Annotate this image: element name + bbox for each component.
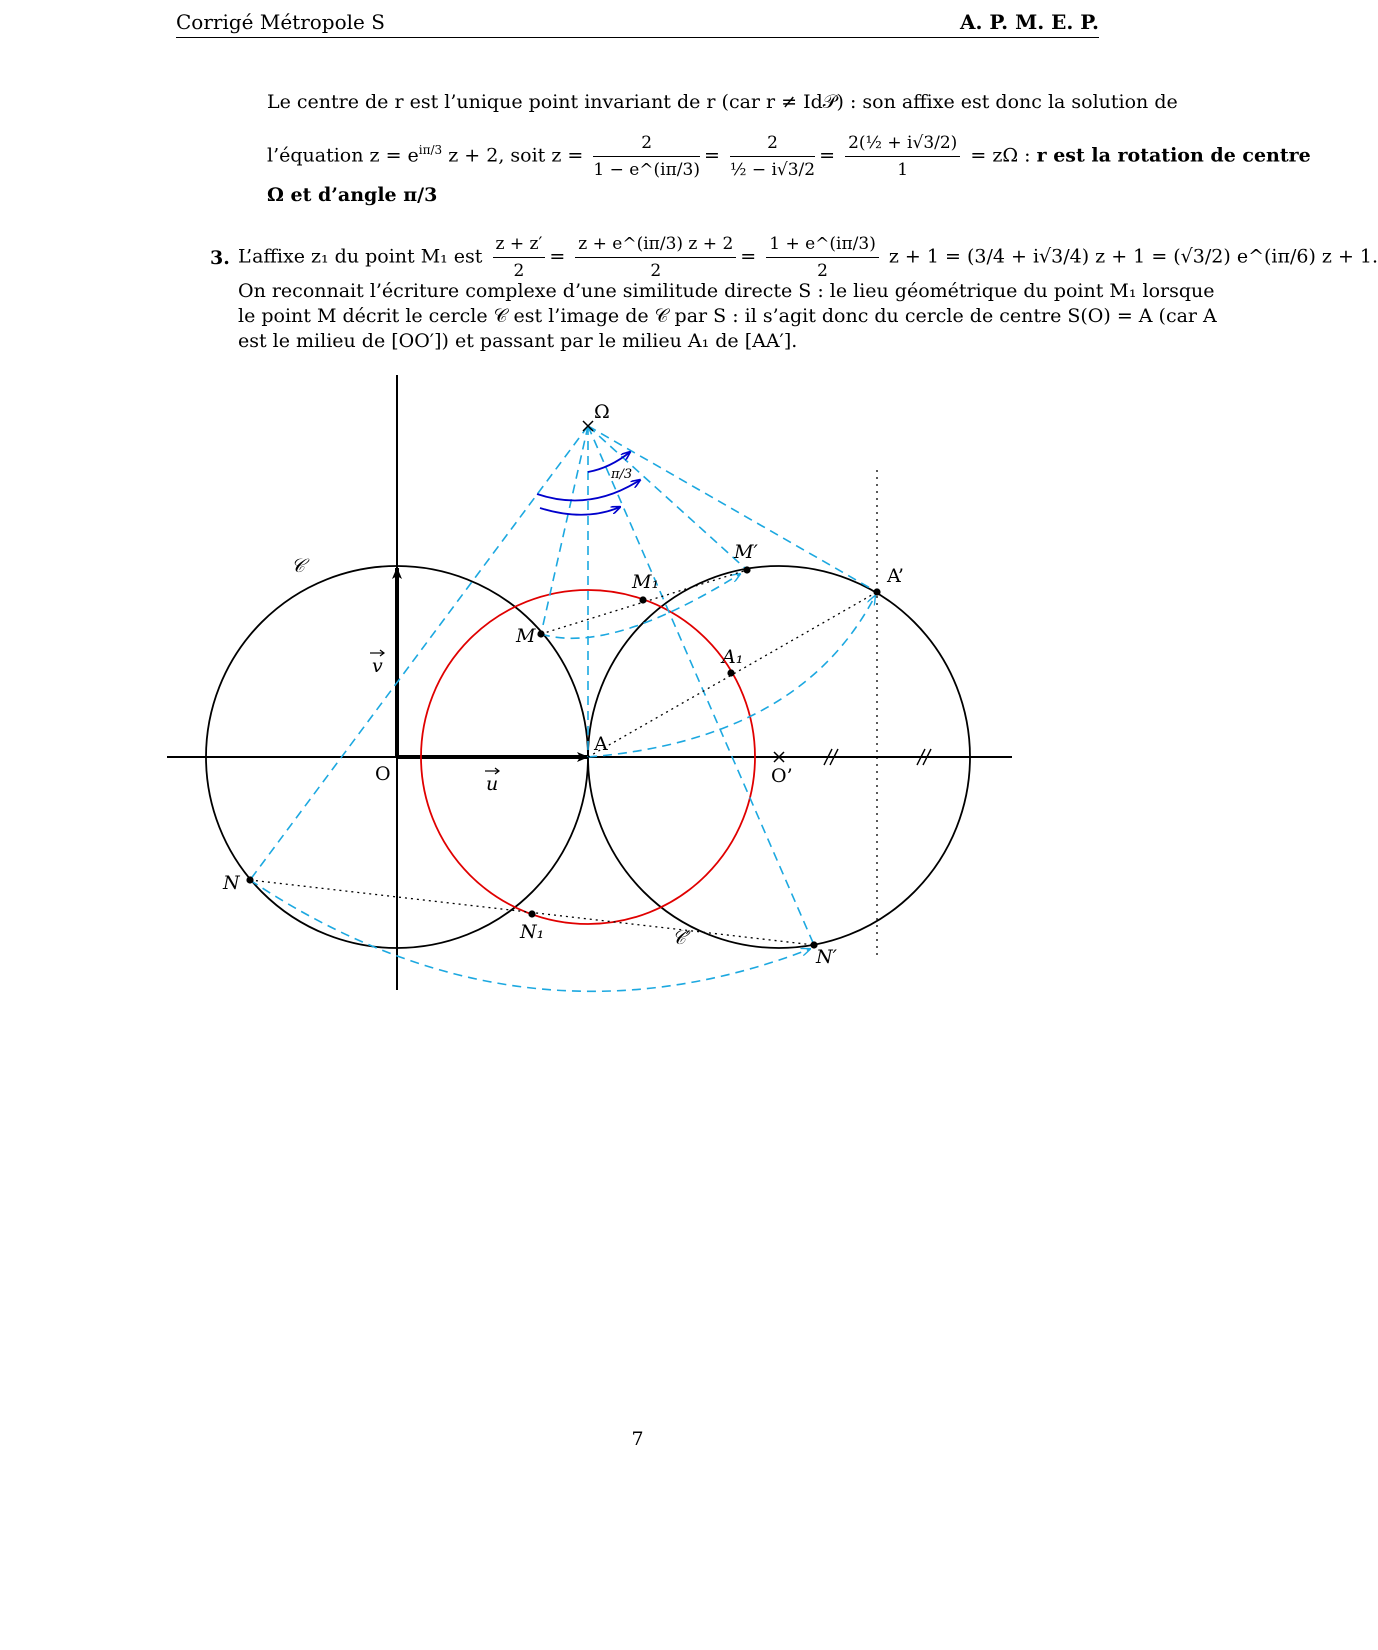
q3-line4: est le milieu de [OO′]) et passant par le milieu A₁ de [AA′]. — [238, 330, 798, 352]
label-A: A — [594, 733, 608, 755]
para2-frac-1: $\frac{2}{1 - e\^{}(i\pi/3)}$ — [593, 132, 700, 180]
q3-line1-start: L’affixe z₁ du point M₁ est — [238, 245, 483, 268]
q3-line1-end: z + 1 = (3/4 + i√3/4) z + 1 = (√3/2) e^(iπ/6) z + 1. — [888, 245, 1378, 268]
point-M1 — [639, 596, 646, 603]
header-left: Corrigé Métropole S — [176, 10, 385, 34]
q3-line2: On reconnait l’écriture complexe d’une similitude directe S : le lieu géométrique du point M₁ lorsque — [238, 280, 1215, 302]
label-M: M — [516, 625, 536, 647]
para2-conclusion2: Ω et d’angle π/3 — [267, 184, 438, 206]
para2-line1: Le centre de r est l’unique point invariant de r (car r ≠ Id𝒫) : son affixe est donc la solution de — [267, 91, 1178, 113]
para2-eq-mid: z + 2, soit z = — [448, 144, 584, 167]
header-right: A. P. M. E. P. — [959, 10, 1099, 34]
dashed-omega-M — [541, 426, 588, 634]
label-A1: A₁ — [722, 646, 744, 668]
angle-arc-inner — [540, 507, 620, 515]
label-Oprime: O’ — [771, 765, 793, 787]
label-Mprime: M′ — [734, 541, 758, 563]
point-Mprime — [743, 566, 750, 573]
label-angle: π/3 — [611, 467, 633, 482]
point-A1 — [727, 669, 734, 676]
q3-line3: le point M décrit le cercle 𝒞 est l’image de 𝒞 par S : il s’agit donc du cercle de centre S(O) = A (car A — [238, 305, 1217, 327]
label-C-prime: 𝒞′ — [672, 927, 691, 949]
para2-frac-3: $\frac{\text{2(½ + i√3/2)}}{1}$ — [845, 132, 960, 181]
q3-frac-b: $\frac{z + e\^{}(i\pi/3) z + 2}{2}$ — [575, 233, 736, 282]
para2-eq-end: = zΩ : — [970, 144, 1031, 167]
point-N — [246, 876, 253, 883]
para2-eq-start: l’équation z = e — [267, 144, 419, 167]
label-N: N — [223, 872, 240, 894]
label-O: O — [375, 763, 391, 785]
q3-line1: L’affixe z₁ du point M₁ est $\frac{z + z'}{2}$ = $\frac{z + e\^{}(i\pi/3) z + 2}{2}$ = $\frac{1 + e\^{}(i\pi/3)}{2}$ z + 1 = (3/4 + i√3/4) z + 1 = (√3/2) e^(iπ/6) z + 1. — [238, 234, 1378, 281]
point-N1 — [528, 910, 535, 917]
dashed-omega-Mprime — [588, 426, 747, 570]
label-omega: Ω — [594, 401, 610, 423]
label-v: v — [372, 655, 383, 677]
label-M1: M₁ — [632, 571, 660, 593]
para2-eq-exp: iπ/3 — [418, 143, 443, 157]
label-C: 𝒞 — [291, 555, 305, 577]
q3-frac-c: $\frac{1 + e\^{}(i\pi/3)}{2}$ — [766, 233, 879, 282]
label-Aprime: A’ — [887, 565, 904, 587]
para2-equation-line: l’équation $z = e^{i\pi/3}$ z + 2, soit z = $\frac{2}{1 - e\^{}(i\pi/3)}$ = $\frac{2}{\text{½ − i√3/2}}$ = $\frac{\text{2(½ + i√3/2)}}{1}$ = zΩ : r est la rotation de centre — [267, 132, 1311, 180]
point-M — [537, 630, 544, 637]
dashed-omega-Aprime — [588, 426, 877, 592]
para2-conclusion: r est la rotation de centre — [1036, 144, 1311, 167]
label-u: u — [486, 773, 499, 795]
para2-frac-2: $\frac{2}{\text{½ − i√3/2}}$ — [729, 132, 816, 180]
label-Nprime: N′ — [816, 946, 837, 968]
q3-frac-a: $\frac{z + z'}{2}$ — [493, 233, 546, 282]
q3-number: 3. — [210, 247, 230, 269]
point-Aprime — [873, 588, 880, 595]
label-N1: N₁ — [520, 921, 545, 943]
page-number: 7 — [631, 1428, 644, 1450]
